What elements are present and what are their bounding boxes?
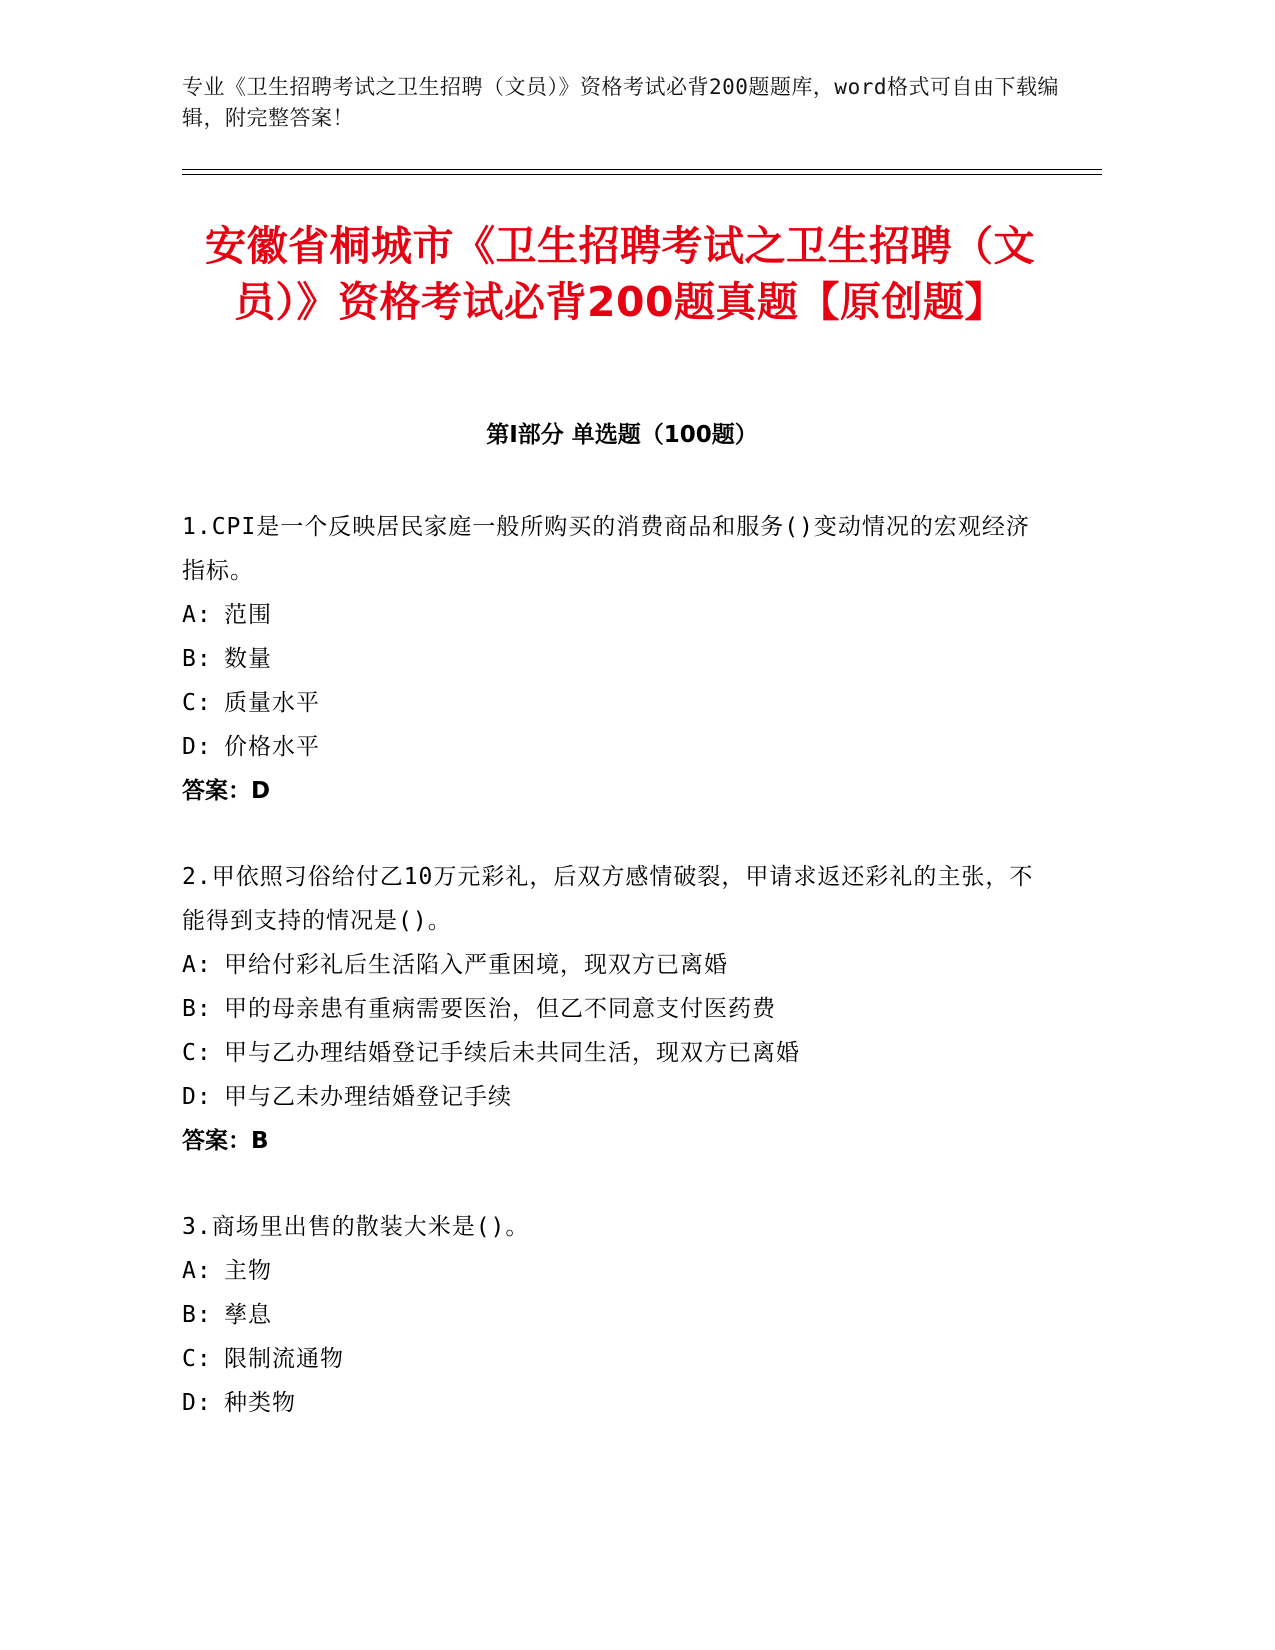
option-letter: B: bbox=[182, 1302, 212, 1328]
question-stem: 2.甲依照习俗给付乙10万元彩礼，后双方感情破裂，甲请求返还彩礼的主张，不能得到支持的情况是()。 bbox=[182, 864, 1034, 934]
option-c bbox=[182, 681, 1052, 725]
option-letter: D: bbox=[182, 734, 212, 760]
option-letter: B: bbox=[182, 646, 212, 672]
question-stem: 3.商场里出售的散装大米是()。 bbox=[182, 1214, 530, 1240]
document-title: 安徽省桐城市《卫生招聘考试之卫生招聘（文员）》资格考试必背200题真题【原创题】 bbox=[205, 222, 1035, 326]
option-d bbox=[182, 725, 1052, 769]
option-letter: A: bbox=[182, 952, 212, 978]
option-letter: D: bbox=[182, 1084, 212, 1110]
header-rule-bottom bbox=[182, 174, 1102, 175]
option-c bbox=[182, 1337, 1052, 1381]
option-letter: A: bbox=[182, 602, 212, 628]
option-d bbox=[182, 1075, 1052, 1119]
option-text: 种类物 bbox=[224, 1390, 296, 1416]
option-letter: C: bbox=[182, 690, 212, 716]
header-rule-top bbox=[182, 169, 1102, 170]
question-list bbox=[182, 505, 1052, 1467]
option-a bbox=[182, 1249, 1052, 1293]
option-a bbox=[182, 593, 1052, 637]
option-letter: C: bbox=[182, 1040, 212, 1066]
question-stem: 1.CPI是一个反映居民家庭一般所购买的消费商品和服务()变动情况的宏观经济指标。 bbox=[182, 514, 1030, 584]
option-b bbox=[182, 1293, 1052, 1337]
question-1 bbox=[182, 505, 1052, 813]
option-b bbox=[182, 987, 1052, 1031]
option-text: 主物 bbox=[224, 1258, 272, 1284]
option-text: 甲的母亲患有重病需要医治，但乙不同意支付医药费 bbox=[224, 996, 776, 1022]
option-d bbox=[182, 1381, 1052, 1425]
option-letter: B: bbox=[182, 996, 212, 1022]
option-text: 孳息 bbox=[224, 1302, 272, 1328]
option-text: 范围 bbox=[224, 602, 272, 628]
header-note: 专业《卫生招聘考试之卫生招聘（文员）》资格考试必背200题题库，word格式可自由下载编辑，附完整答案！ bbox=[182, 75, 1059, 130]
option-letter: D: bbox=[182, 1390, 212, 1416]
option-b bbox=[182, 637, 1052, 681]
option-text: 甲与乙办理结婚登记手续后未共同生活，现双方已离婚 bbox=[224, 1040, 800, 1066]
option-text: 甲与乙未办理结婚登记手续 bbox=[224, 1084, 512, 1110]
option-text: 质量水平 bbox=[224, 690, 320, 716]
option-letter: A: bbox=[182, 1258, 212, 1284]
answer-line: 答案：D bbox=[182, 778, 271, 804]
option-text: 价格水平 bbox=[224, 734, 320, 760]
question-3 bbox=[182, 1205, 1052, 1425]
option-text: 甲给付彩礼后生活陷入严重困境，现双方已离婚 bbox=[224, 952, 728, 978]
question-2 bbox=[182, 855, 1052, 1163]
option-c bbox=[182, 1031, 1052, 1075]
answer-line: 答案：B bbox=[182, 1128, 269, 1154]
option-text: 限制流通物 bbox=[224, 1346, 344, 1372]
section-title: 第Ⅰ部分 单选题（100题） bbox=[486, 422, 758, 448]
option-letter: C: bbox=[182, 1346, 212, 1372]
option-a bbox=[182, 943, 1052, 987]
option-text: 数量 bbox=[224, 646, 272, 672]
